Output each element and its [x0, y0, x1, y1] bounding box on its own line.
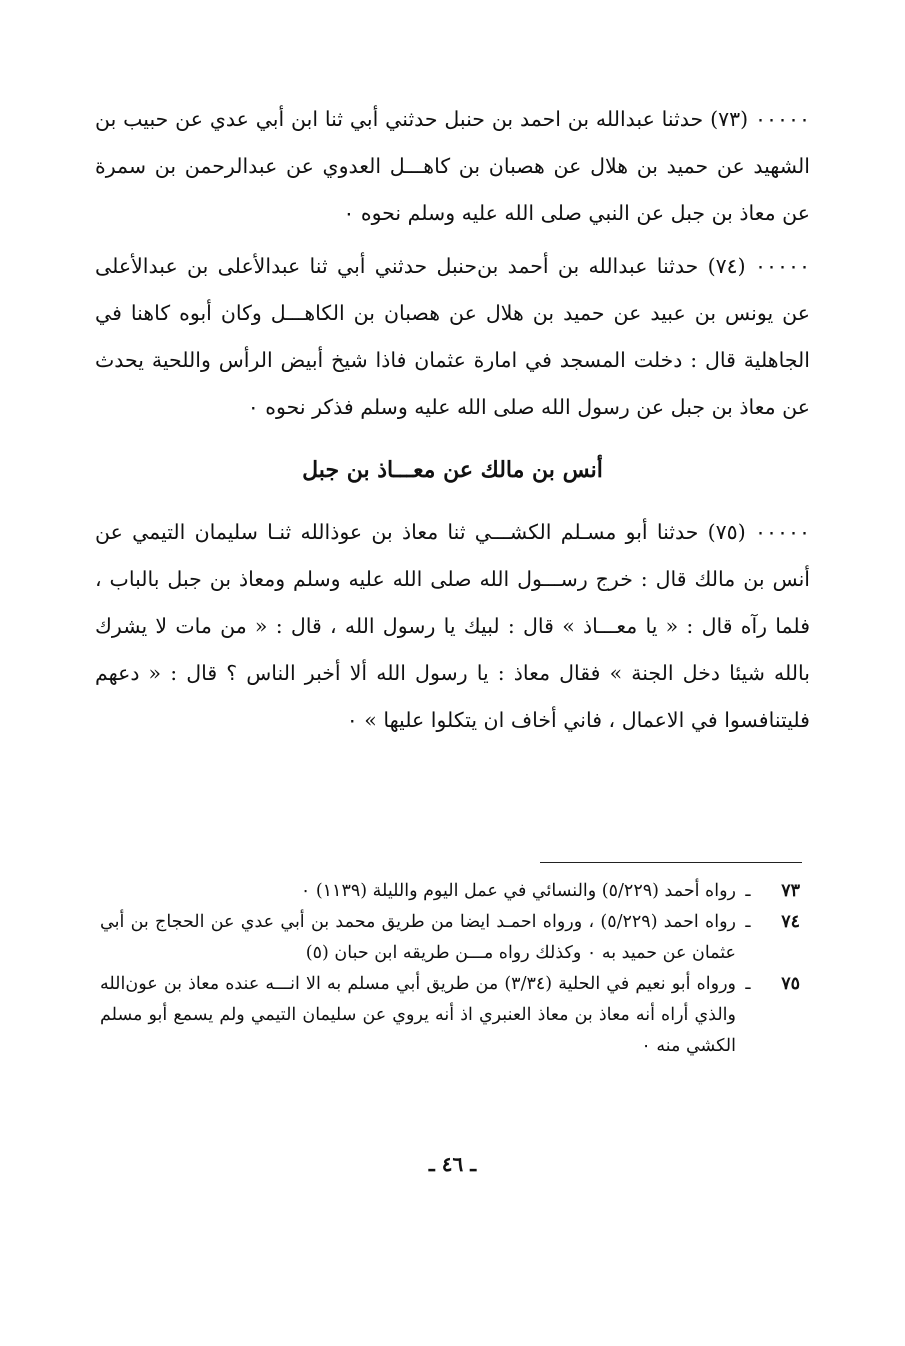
- hadith-75-paragraph: ٠٠٠٠٠ (٧٥) حدثنا أبو مسـلم الكشـــي ثنا معاذ بن عوذالله ثنـا سليمان التيمي عن أنس بن مالك قال : خرج رســـول الله صلى الله عليه وسلم ومعاذ بن جبل بالباب ، فلما رآه قال : « يا معـــاذ » قال : لبيك يا رسول الله ، قال : « من مات لا يشرك بالله شيئا دخل الجنة » فقال معاذ : يا رسول الله ألا أخبر الناس ؟ قال : « دعهم فليتنافسوا في الاعمال ، فاني أخاف ان يتكلوا عليها » ٠: [95, 520, 811, 732]
- footnote-dash: ـ: [745, 912, 751, 932]
- footnote-75: [100, 969, 800, 1062]
- footnote-number: ٧٣: [781, 881, 800, 901]
- footnote-text: رواه احمد (٥/٢٢٩) ، ورواه احمـد ايضا من طريق محمد بن أبي عدي عن الحجاج بن أبي عثمان عن حميد به ٠ وكذلك رواه مـــن طريقه ابن حبان (٥): [100, 912, 736, 963]
- hadith-73-paragraph: ٠٠٠٠٠ (٧٣) حدثنا عبدالله بن احمد بن حنبل حدثني أبي ثنا ابن أبي عدي عن حبيب بن الشهيد عن حميد بن هلال عن هصبان بن كاهـــل العدوي عن عبدالرحمن بن سمرة عن معاذ بن جبل عن النبي صلى الله عليه وسلم نحوه ٠: [95, 107, 811, 225]
- footnote-divider: [540, 862, 802, 863]
- footnote-74: [100, 907, 800, 969]
- page-number: ـ ٤٦ ـ: [428, 1152, 477, 1176]
- footnotes: [100, 876, 800, 1062]
- section-heading: أنس بن مالك عن معـــاذ بن جبل: [302, 457, 603, 483]
- footnote-number: ٧٤: [781, 912, 800, 932]
- page-body: [95, 96, 810, 744]
- footnote-73: [100, 876, 800, 907]
- footnote-dash: ـ: [745, 974, 751, 994]
- footnote-number: ٧٥: [781, 974, 800, 994]
- hadith-74-paragraph: ٠٠٠٠٠ (٧٤) حدثنا عبدالله بن أحمد بن‌حنبل حدثني أبي ثنا عبدالأعلى بن عبدالأعلى عن يونس بن عبيد عن حميد بن هلال عن هصبان بن الكاهـــل وكان أبوه كاهنا في الجاهلية قال : دخلت المسجد في امارة عثمان فاذا شيخ أبيض الرأس واللحية يحدث عن معاذ بن جبل عن رسول الله صلى الله عليه وسلم فذكر نحوه ٠: [95, 254, 810, 419]
- footnote-dash: ـ: [745, 881, 751, 901]
- footnote-text: رواه أحمد (٥/٢٢٩) والنسائي في عمل اليوم والليلة (١١٣٩) ٠: [300, 881, 736, 901]
- footnote-text: ورواه أبو نعيم في الحلية (٣/٣٤) من طريق أبي مسلم به الا انـــه عنده معاذ بن عون‌الله والذي أراه أنه معاذ بن معاذ العنبري اذ أنه يروي عن سليمان التيمي ولم يسمع أبو مسلم الكشي منه ٠: [100, 974, 737, 1056]
